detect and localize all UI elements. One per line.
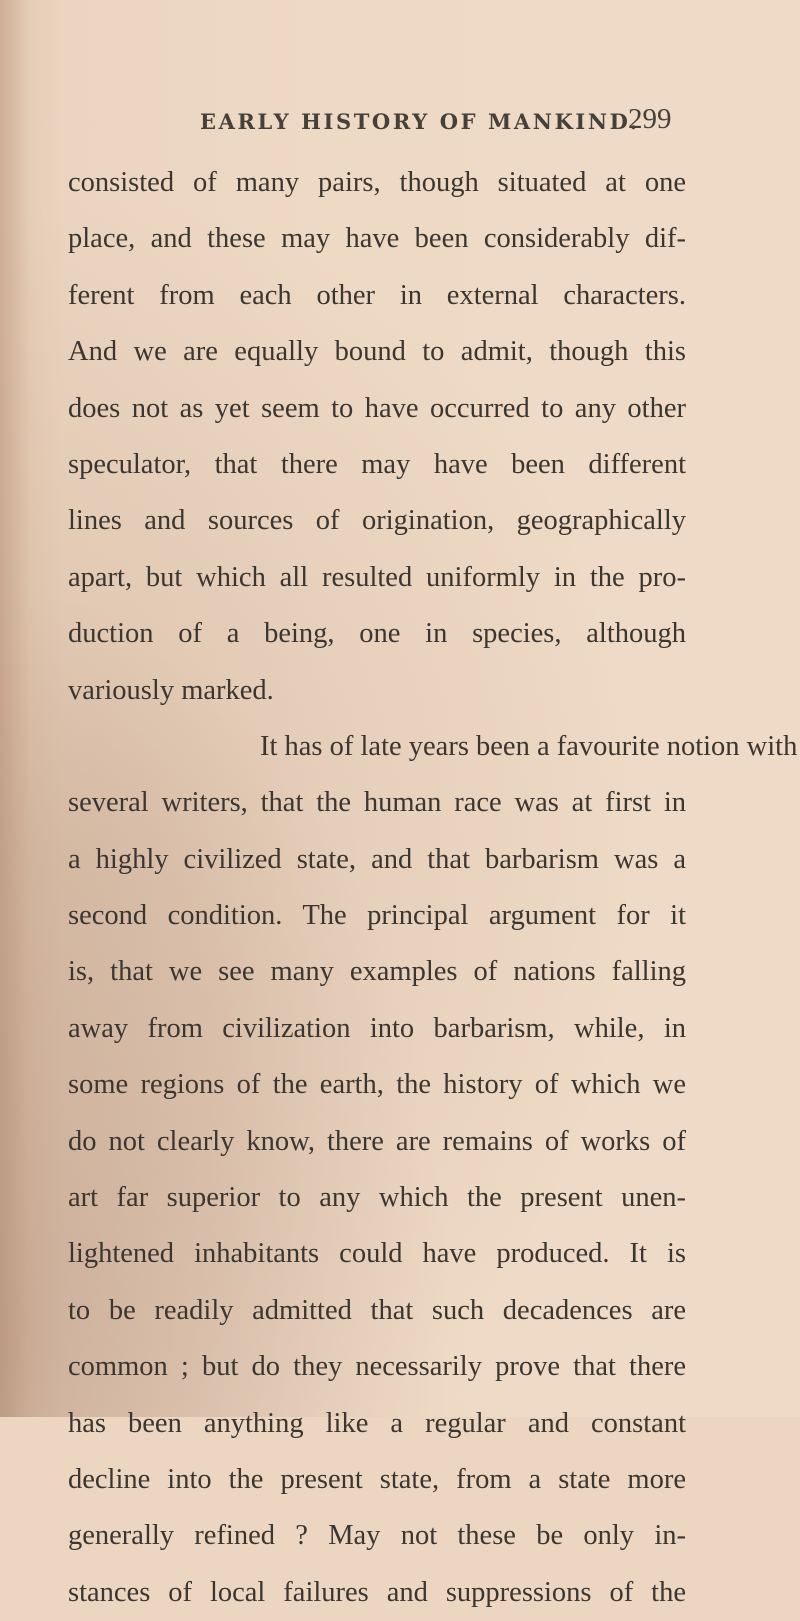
page-gutter-shadow — [0, 0, 30, 1417]
text-line: is, that we see many examples of nations falling — [68, 956, 686, 988]
text-line: variously marked. — [68, 674, 274, 706]
text-line: generally refined ? May not these be only in- — [68, 1520, 686, 1552]
text-line: has been anything like a regular and constant — [68, 1407, 686, 1439]
text-line: lines and sources of origination, geographically — [68, 505, 686, 537]
text-line: to be readily admitted that such decadences are — [68, 1294, 686, 1326]
text-line: stances of local failures and suppressions of the — [68, 1576, 686, 1608]
text-line: speculator, that there may have been different — [68, 448, 686, 480]
text-line: several writers, that the human race was at first in — [68, 787, 686, 819]
text-line: common ; but do they necessarily prove that there — [68, 1351, 686, 1383]
text-line: away from civilization into barbarism, while, in — [68, 1012, 686, 1044]
text-line: does not as yet seem to have occurred to any other — [68, 392, 686, 424]
text-line: lightened inhabitants could have produced. It is — [68, 1238, 686, 1270]
text-line: ferent from each other in external characters. — [68, 279, 686, 311]
running-title: EARLY HISTORY OF MANKIND. — [200, 109, 640, 134]
page-header — [0, 103, 800, 143]
text-line: duction of a being, one in species, although — [68, 618, 686, 650]
text-line: consisted of many pairs, though situated at one — [68, 167, 686, 198]
text-line: place, and these may have been considerably dif- — [68, 223, 686, 255]
text-line: do not clearly know, there are remains of works of — [68, 1125, 686, 1157]
paragraph-first-line: It has of late years been a favourite notion with — [260, 730, 798, 762]
text-line: some regions of the earth, the history of which we — [68, 1069, 686, 1101]
text-line: apart, but which all resulted uniformly in the pro- — [68, 561, 686, 593]
text-line: art far superior to any which the present unen- — [68, 1182, 686, 1214]
text-line: And we are equally bound to admit, though this — [68, 336, 686, 368]
body-text — [68, 155, 798, 1621]
page-number: 299 — [628, 103, 672, 135]
text-line: a highly civilized state, and that barbarism was a — [68, 843, 686, 875]
text-line: decline into the present state, from a state more — [68, 1463, 686, 1495]
text-line: second condition. The principal argument for it — [68, 900, 686, 932]
